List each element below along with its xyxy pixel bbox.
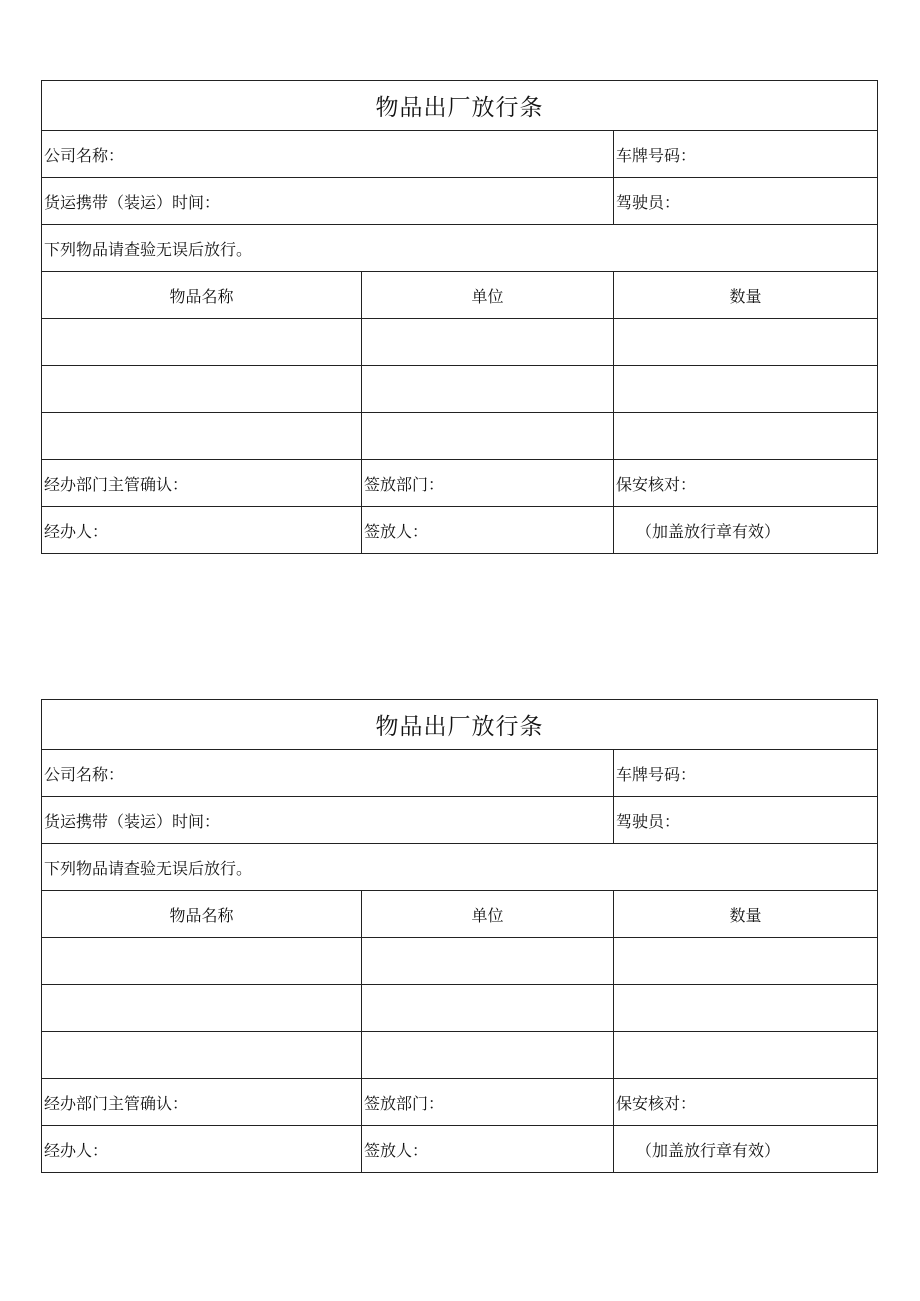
- dept-supervisor-confirm-field[interactable]: 经办部门主管确认：: [42, 460, 362, 507]
- handler-field[interactable]: 经办人：: [42, 1126, 362, 1173]
- shipping-time-field[interactable]: 货运携带（装运）时间：: [42, 797, 614, 844]
- item-name-cell[interactable]: [42, 938, 362, 985]
- item-quantity-cell[interactable]: [614, 938, 878, 985]
- item-quantity-cell[interactable]: [614, 1032, 878, 1079]
- instruction-text: 下列物品请查验无误后放行。: [42, 844, 878, 891]
- issuer-field[interactable]: 签放人：: [362, 1126, 614, 1173]
- item-name-cell[interactable]: [42, 1032, 362, 1079]
- item-row: [42, 985, 878, 1032]
- item-row: [42, 938, 878, 985]
- company-name-field[interactable]: 公司名称：: [42, 750, 614, 797]
- plate-number-field[interactable]: 车牌号码：: [614, 750, 878, 797]
- item-name-cell[interactable]: [42, 366, 362, 413]
- dept-supervisor-confirm-field[interactable]: 经办部门主管确认：: [42, 1079, 362, 1126]
- issuer-field[interactable]: 签放人：: [362, 507, 614, 554]
- plate-number-field[interactable]: 车牌号码：: [614, 131, 878, 178]
- item-quantity-cell[interactable]: [614, 319, 878, 366]
- item-row: [42, 366, 878, 413]
- issuing-dept-field[interactable]: 签放部门：: [362, 1079, 614, 1126]
- item-name-cell[interactable]: [42, 413, 362, 460]
- release-pass-form-2: [41, 699, 878, 1173]
- column-header-quantity: 数量: [614, 891, 878, 938]
- item-row: [42, 1032, 878, 1079]
- item-unit-cell[interactable]: [362, 985, 614, 1032]
- security-check-field[interactable]: 保安核对：: [614, 460, 878, 507]
- column-header-unit: 单位: [362, 272, 614, 319]
- driver-field[interactable]: 驾驶员：: [614, 797, 878, 844]
- instruction-text: 下列物品请查验无误后放行。: [42, 225, 878, 272]
- item-unit-cell[interactable]: [362, 1032, 614, 1079]
- security-check-field[interactable]: 保安核对：: [614, 1079, 878, 1126]
- column-header-item-name: 物品名称: [42, 272, 362, 319]
- item-row: [42, 319, 878, 366]
- stamp-note: （加盖放行章有效）: [614, 1126, 878, 1173]
- driver-field[interactable]: 驾驶员：: [614, 178, 878, 225]
- form-title: 物品出厂放行条: [42, 81, 878, 131]
- column-header-item-name: 物品名称: [42, 891, 362, 938]
- stamp-note: （加盖放行章有效）: [614, 507, 878, 554]
- item-quantity-cell[interactable]: [614, 985, 878, 1032]
- shipping-time-field[interactable]: 货运携带（装运）时间：: [42, 178, 614, 225]
- form-title: 物品出厂放行条: [42, 700, 878, 750]
- issuing-dept-field[interactable]: 签放部门：: [362, 460, 614, 507]
- item-name-cell[interactable]: [42, 319, 362, 366]
- column-header-unit: 单位: [362, 891, 614, 938]
- item-unit-cell[interactable]: [362, 413, 614, 460]
- handler-field[interactable]: 经办人：: [42, 507, 362, 554]
- item-quantity-cell[interactable]: [614, 366, 878, 413]
- item-unit-cell[interactable]: [362, 938, 614, 985]
- item-unit-cell[interactable]: [362, 366, 614, 413]
- item-row: [42, 413, 878, 460]
- release-pass-form-1: [41, 80, 878, 554]
- item-name-cell[interactable]: [42, 985, 362, 1032]
- item-quantity-cell[interactable]: [614, 413, 878, 460]
- column-header-quantity: 数量: [614, 272, 878, 319]
- item-unit-cell[interactable]: [362, 319, 614, 366]
- company-name-field[interactable]: 公司名称：: [42, 131, 614, 178]
